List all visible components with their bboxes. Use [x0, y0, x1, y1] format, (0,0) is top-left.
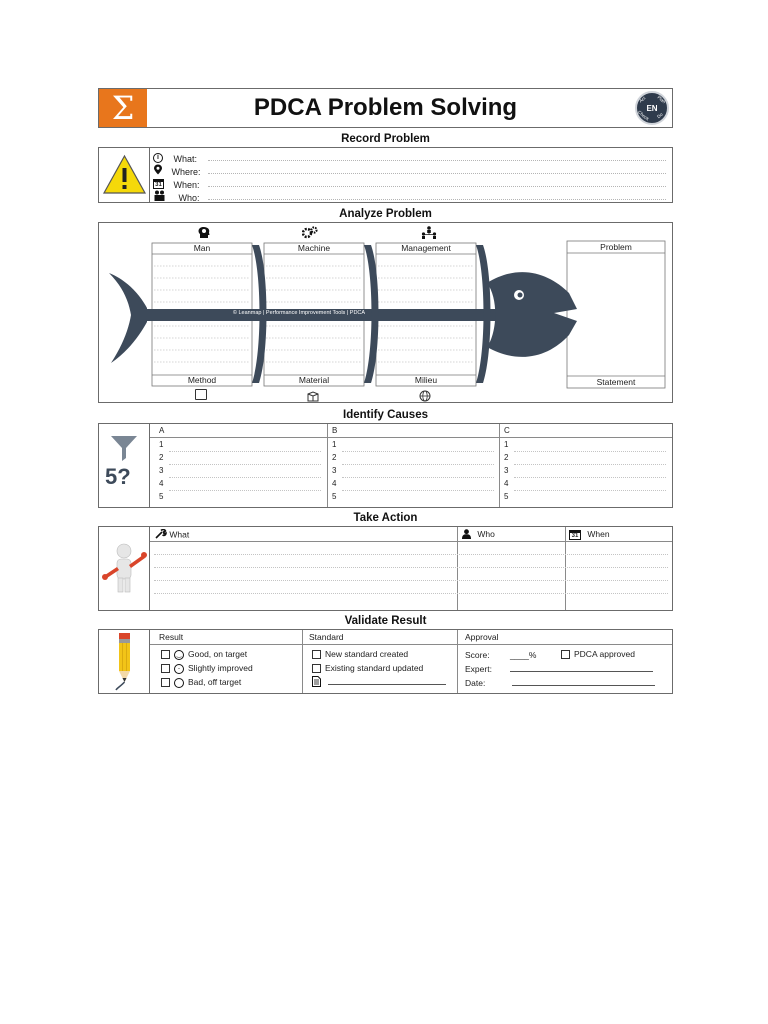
action-when-header [569, 529, 610, 540]
cause-c-row-2[interactable] [504, 453, 666, 466]
fishbone-box [98, 222, 673, 403]
date-field[interactable] [465, 678, 655, 688]
action-row-5[interactable] [150, 594, 672, 607]
row-number: 3 [504, 466, 509, 475]
funnel-icon [109, 434, 139, 462]
header-bar [98, 88, 673, 128]
record-problem-title: Record Problem [341, 133, 430, 145]
action-who-label: Who [477, 529, 495, 540]
row-number: 2 [332, 453, 337, 462]
category-label-milieu: Milieu [414, 375, 438, 385]
category-label-machine: Machine [297, 243, 331, 253]
cause-a-row-3[interactable] [159, 466, 321, 479]
cause-b-row-3[interactable] [332, 466, 494, 479]
action-row-2[interactable] [150, 555, 672, 568]
material-icon [306, 389, 320, 407]
category-label-method: Method [187, 375, 217, 385]
badge-word-do: Do [656, 111, 664, 120]
smile-icon: ‿ [174, 650, 184, 660]
cause-b-row-1[interactable] [332, 440, 494, 453]
action-row-1[interactable] [150, 542, 672, 555]
record-row-where[interactable] [153, 162, 666, 178]
row-number: 4 [159, 479, 164, 488]
wrench-icon [155, 529, 167, 541]
calendar-icon: 31 [569, 530, 581, 540]
statement-label: Statement [596, 377, 636, 387]
pencil-icon [99, 630, 150, 693]
category-label-management: Management [401, 243, 451, 253]
cause-a-row-1[interactable] [159, 440, 321, 453]
record-label-who: Who: [178, 193, 200, 204]
warning-icon [99, 148, 150, 202]
worker-icon-cell [99, 527, 150, 610]
page-title: PDCA Problem Solving [253, 94, 518, 121]
action-when-label: When [587, 529, 610, 539]
pdca-approved-label: PDCA approved [574, 649, 635, 659]
problem-label: Problem [600, 242, 632, 252]
score-input[interactable]: ____% [509, 650, 537, 660]
calendar-icon: 31 [153, 179, 164, 189]
cause-c-row-4[interactable] [504, 479, 666, 492]
result-option-bad[interactable] [161, 677, 241, 688]
standard-option-document[interactable] [312, 676, 446, 689]
pdca-approved-option[interactable] [561, 649, 635, 659]
expert-input-line[interactable] [510, 664, 653, 672]
result-option-good[interactable] [161, 649, 247, 660]
cause-c-row-3[interactable] [504, 466, 666, 479]
row-number: 2 [504, 453, 509, 462]
checkbox[interactable] [312, 664, 321, 673]
record-row-when[interactable] [153, 175, 666, 188]
pdca-badge [635, 91, 669, 125]
row-number: 3 [159, 466, 164, 475]
score-field[interactable] [465, 650, 536, 660]
record-label-when: When: [173, 180, 200, 190]
five-whys-label: 5? [105, 464, 131, 489]
standard-option-new[interactable] [312, 649, 408, 659]
checkbox[interactable] [312, 650, 321, 659]
cause-a-row-4[interactable] [159, 479, 321, 492]
standard-new-label: New standard created [325, 649, 409, 659]
cause-column-b-header: B [332, 426, 338, 435]
row-number: 3 [332, 466, 337, 475]
row-number: 1 [159, 440, 164, 449]
row-number: 2 [159, 453, 164, 462]
date-label: Date: [465, 678, 486, 688]
row-number: 4 [332, 479, 337, 488]
frown-icon: ⁀ [174, 678, 184, 688]
badge-center-label: EN [646, 104, 658, 113]
cause-a-row-5[interactable] [159, 492, 321, 505]
action-who-header [461, 529, 495, 541]
person-icon [461, 529, 472, 541]
badge-word-act: Act [638, 95, 647, 104]
result-slight-label: Slightly improved [188, 663, 253, 673]
checkbox[interactable] [161, 678, 170, 687]
checkbox[interactable] [161, 650, 170, 659]
row-number: 1 [504, 440, 509, 449]
validate-result-box [98, 629, 673, 694]
expert-field[interactable] [465, 664, 653, 674]
cause-c-row-5[interactable] [504, 492, 666, 505]
document-input-line[interactable] [328, 677, 446, 685]
standard-updated-label: Existing standard updated [325, 663, 424, 673]
document-icon [312, 676, 321, 689]
people-icon [153, 188, 166, 206]
take-action-box [98, 526, 673, 611]
logo-symbol: Σ [111, 89, 135, 127]
expert-label: Expert: [465, 664, 492, 674]
result-bad-label: Bad, off target [188, 677, 242, 687]
date-input-line[interactable] [512, 678, 655, 686]
approval-header: Approval [465, 632, 499, 642]
cause-b-row-2[interactable] [332, 453, 494, 466]
badge-word-check: Check [636, 109, 650, 122]
cause-column-a-header: A [159, 426, 165, 435]
pencil-icon-cell [99, 630, 150, 693]
record-row-who[interactable] [153, 188, 666, 204]
row-number: 5 [159, 492, 164, 501]
badge-word-plan: Plan [656, 94, 667, 105]
action-row-3[interactable] [150, 568, 672, 581]
worker-with-wrench-icon [99, 527, 150, 610]
row-number: 5 [332, 492, 337, 501]
checkbox[interactable] [561, 650, 570, 659]
take-action-title: Take Action [353, 512, 418, 524]
action-row-4[interactable] [150, 581, 672, 594]
row-number: 1 [332, 440, 337, 449]
score-label: Score: [465, 650, 490, 660]
globe-icon [419, 389, 431, 407]
neutral-face-icon: - [174, 664, 184, 674]
validate-result-title: Validate Result [344, 615, 427, 627]
category-label-man: Man [193, 243, 211, 253]
sigma-logo [99, 89, 147, 127]
record-problem-box [98, 147, 673, 203]
record-row-what[interactable] [153, 149, 666, 162]
row-number: 4 [504, 479, 509, 488]
cause-c-row-1[interactable] [504, 440, 666, 453]
action-what-label: What [169, 529, 190, 540]
standard-option-updated[interactable] [312, 663, 423, 673]
info-icon: i [153, 153, 163, 163]
result-good-label: Good, on target [188, 649, 248, 659]
copyright-text: © Leanmap | Performance Improvement Tools | PDCA [232, 310, 366, 316]
cause-b-row-5[interactable] [332, 492, 494, 505]
cause-column-c-header: C [504, 426, 510, 435]
cause-a-row-2[interactable] [159, 453, 321, 466]
action-what-header [155, 529, 189, 541]
standard-header: Standard [309, 632, 344, 642]
result-header: Result [159, 632, 184, 642]
analyze-problem-title: Analyze Problem [339, 208, 432, 220]
cause-b-row-4[interactable] [332, 479, 494, 492]
identify-causes-box [98, 423, 673, 508]
identify-causes-title: Identify Causes [343, 409, 428, 421]
result-option-slight[interactable] [161, 663, 253, 674]
method-icon [195, 389, 207, 400]
category-label-material: Material [298, 375, 330, 385]
row-number: 5 [504, 492, 509, 501]
funnel-icon-cell [99, 424, 150, 507]
checkbox[interactable] [161, 664, 170, 673]
record-label-where: Where: [171, 167, 201, 178]
record-label-what: What: [173, 154, 197, 164]
